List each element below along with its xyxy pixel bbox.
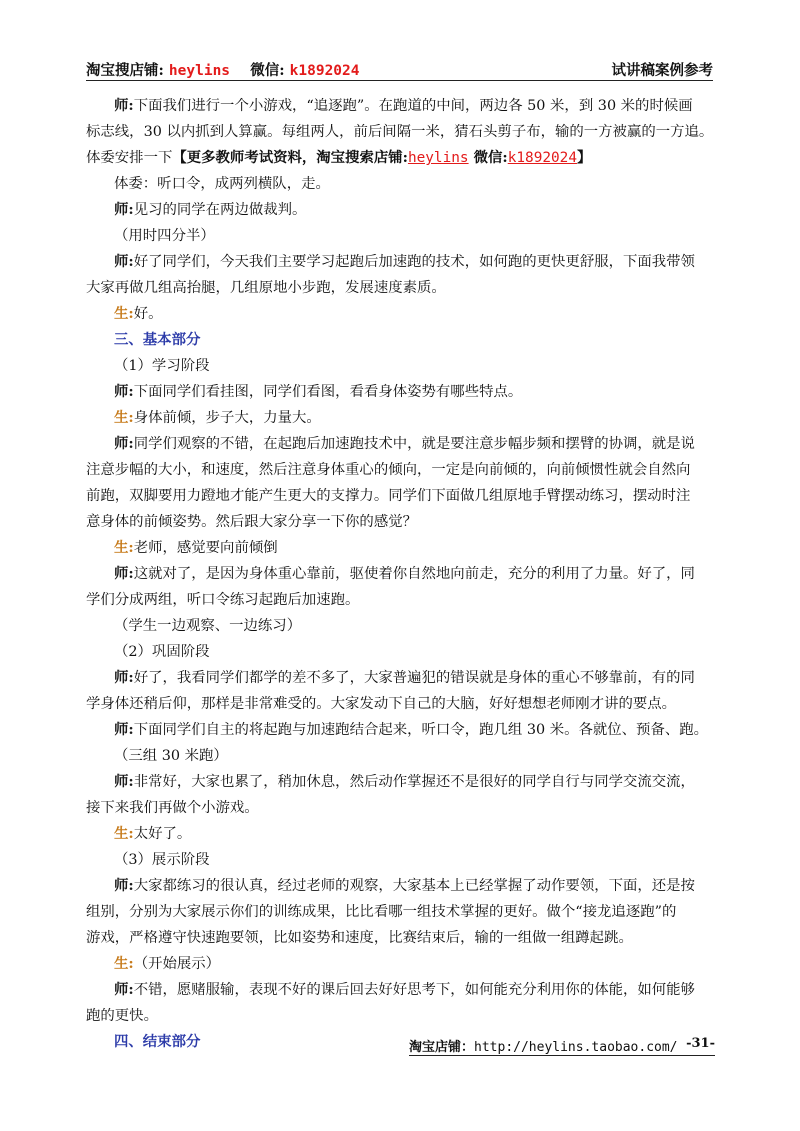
text-line: 下面同学们自主的将起跑与加速跑结合起来，听口令，跑几组 30 米。各就位、预备、跑。 (133, 722, 709, 738)
sub-heading: （2）巩固阶段 (114, 644, 210, 660)
ad-shop-link[interactable]: heylins (407, 150, 469, 166)
stage-note: （用时四分半） (114, 228, 215, 244)
speaker-teacher: 师: (114, 721, 134, 738)
footer-divider (409, 1055, 715, 1056)
section-heading: 四、结束部分 (114, 1033, 201, 1050)
paragraph-line: 注意步幅的大小，和速度，然后注意身体重心的倾向，一定是向前倾的，向前倾惯性就会自然向 (86, 462, 691, 478)
text-line: 老师，感觉要向前倾倒 (133, 540, 278, 556)
paragraph-line: 大家再做几组高抬腿，几组原地小步跑，发展速度素质。 (86, 280, 446, 296)
paragraph-line: 组别，分别为大家展示你们的训练成果，比比看哪一组技术掌握的更好。做个“接龙追逐跑”的 (86, 904, 677, 920)
speaker-student: 生: (114, 539, 134, 556)
speaker-student: 生: (114, 305, 134, 322)
text-line: 太好了。 (133, 826, 192, 842)
text-line: 下面同学们看挂图，同学们看图，看看身体姿势有哪些特点。 (133, 384, 523, 400)
ad-close: 】 (577, 149, 592, 166)
text-line: 标志线，30 以内抓到人算赢。每组两人，前后间隔一米，猜石头剪子布，输的一方被赢的一方追。 (86, 124, 714, 140)
speaker-teacher: 师: (114, 97, 134, 114)
text-line: 不错，愿赌服输，表现不好的课后回去好好思考下，如何能充分利用你的体能，如何能够 (133, 982, 695, 998)
speaker-teacher: 师: (114, 435, 134, 452)
paragraph (86, 379, 718, 405)
header-divider (86, 80, 713, 81)
ad-wechat-label: 微信: (468, 149, 508, 166)
speaker-teacher: 师: (114, 201, 134, 218)
paragraph (86, 93, 718, 119)
text-line: 好了，我看同学们都学的差不多了，大家普遍犯的错误就是身体的重心不够靠前，有的同 (133, 670, 695, 686)
paragraph (86, 431, 718, 457)
document-body (86, 93, 718, 1055)
paragraph (86, 249, 718, 275)
paragraph: 体委：听口令，成两列横队，走。 (114, 176, 330, 192)
paragraph (86, 769, 718, 795)
page-footer (409, 1036, 715, 1056)
speaker-student: 生: (114, 955, 134, 972)
sub-heading: （3）展示阶段 (114, 852, 210, 868)
paragraph (86, 535, 718, 561)
text-line: 同学们观察的不错，在起跑后加速跑技术中，就是要注意步幅步频和摆臂的协调，就是说 (133, 436, 695, 452)
paragraph-line: 学们分成两组，听口令练习起跑后加速跑。 (86, 592, 360, 608)
speaker-teacher: 师: (114, 877, 134, 894)
speaker-teacher: 师: (114, 253, 134, 270)
text-line: 体委安排一下 (86, 150, 173, 166)
footer-label: 淘宝店铺： (409, 1040, 475, 1055)
shop-name: heylins (168, 63, 231, 79)
shop-label: 淘宝搜店铺: (86, 62, 164, 79)
speaker-teacher: 师: (114, 669, 134, 686)
text-line: （开始展示） (133, 956, 221, 972)
header-shop-info (86, 59, 360, 80)
paragraph (86, 821, 718, 847)
paragraph (86, 717, 718, 743)
paragraph-line (86, 119, 718, 145)
speaker-teacher: 师: (114, 383, 134, 400)
paragraph (86, 301, 718, 327)
text-line: 见习的同学在两边做裁判。 (133, 202, 307, 218)
ad-wechat-link[interactable]: k1892024 (507, 150, 578, 166)
paragraph (86, 197, 718, 223)
text-line: 非常好，大家也累了，稍加休息，然后动作掌握还不是很好的同学自行与同学交流交流， (133, 774, 695, 790)
paragraph (86, 405, 718, 431)
speaker-teacher: 师: (114, 773, 134, 790)
paragraph-line (86, 145, 718, 171)
ad-notice (172, 149, 591, 166)
paragraph-line: 前跑，双脚要用力蹬地才能产生更大的支撑力。同学们下面做几组原地手臂摆动练习，摆动时注 (86, 488, 691, 504)
paragraph (86, 665, 718, 691)
paragraph-line: 游戏，严格遵守快速跑要领，比如姿势和速度，比赛结束后，输的一组做一组蹲起跳。 (86, 930, 633, 946)
footer-url-link[interactable]: http://heylins.taobao.com/ (474, 1040, 678, 1055)
text-line: 这就对了，是因为身体重心靠前，驱使着你自然地向前走，充分的利用了力量。好了，同 (133, 566, 695, 582)
section-heading: 三、基本部分 (114, 331, 201, 348)
sub-heading: （1）学习阶段 (114, 358, 210, 374)
header-title: 试讲稿案例参考 (611, 62, 713, 79)
paragraph (86, 873, 718, 899)
paragraph-line: 接下来我们再做个小游戏。 (86, 800, 259, 816)
text-line: 身体前倾，步子大，力量大。 (133, 410, 321, 426)
stage-note: （三组 30 米跑） (114, 748, 228, 764)
paragraph-line: 学身体还稍后仰，那样是非常难受的。大家发动下自己的大脑，好好想想老师刚才讲的要点。 (86, 696, 677, 712)
speaker-teacher: 师: (114, 565, 134, 582)
text-line: 好。 (133, 306, 163, 322)
footer-shop (409, 1036, 678, 1056)
paragraph-line: 意身体的前倾姿势。然后跟大家分享一下你的感觉？ (86, 514, 417, 530)
paragraph-line: 跑的更快。 (86, 1008, 158, 1024)
text-line: 好了同学们，今天我们主要学习起跑后加速跑的技术，如何跑的更快更舒服，下面我带领 (133, 254, 695, 270)
wechat-label: 微信: (250, 62, 285, 79)
stage-note: （学生一边观察、一边练习） (114, 618, 302, 634)
speaker-student: 生: (114, 409, 134, 426)
paragraph (86, 951, 718, 977)
text-line: 下面我们进行一个小游戏，“追逐跑”。在跑道的中间，两边各 50 米，到 30 米的时候画 (133, 98, 693, 114)
page-number: -31- (686, 1036, 715, 1051)
text-line: 大家都练习的很认真，经过老师的观察，大家基本上已经掌握了动作要领，下面，还是按 (133, 878, 695, 894)
paragraph (86, 977, 718, 1003)
wechat-id: k1892024 (289, 63, 360, 79)
page-header (86, 54, 713, 80)
speaker-teacher: 师: (114, 981, 134, 998)
paragraph (86, 561, 718, 587)
speaker-student: 生: (114, 825, 134, 842)
ad-text: 【更多教师考试资料，淘宝搜索店铺: (172, 149, 408, 166)
